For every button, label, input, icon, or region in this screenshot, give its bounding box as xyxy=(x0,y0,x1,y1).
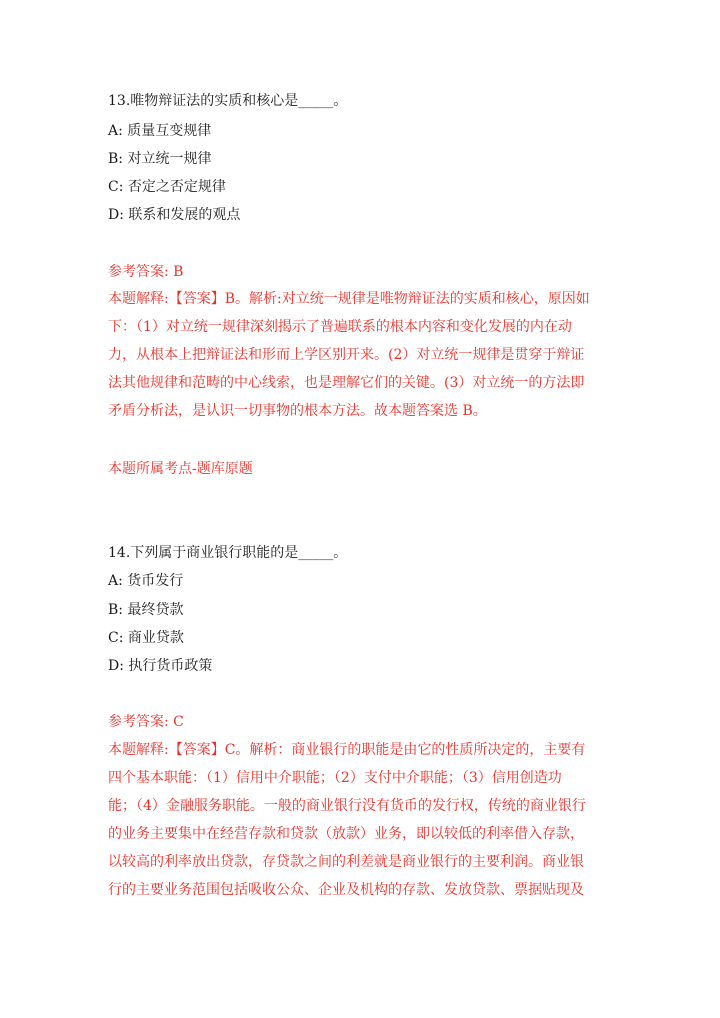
question-14-explanation-line: 行的主要业务范围包括吸收公众、企业及机构的存款、发放贷款、票据贴现及 xyxy=(108,882,584,898)
question-13-explanation-line: 矛盾分析法，是认识一切事物的根本方法。故本题答案选 B。 xyxy=(108,403,487,419)
question-13-option-b: B: 对立统一规律 xyxy=(108,151,212,167)
question-13-option-a: A: 质量互变规律 xyxy=(108,123,212,139)
question-13-explanation-line: 下：（1）对立统一规律深刻揭示了普遍联系的根本内容和变化发展的内在动 xyxy=(108,319,572,335)
question-14-explanation-line: 的业务主要集中在经营存款和贷款（放款）业务，即以较低的利率借入存款， xyxy=(108,826,584,842)
question-13-source: 本题所属考点-题库原题 xyxy=(108,461,253,477)
question-14-option-c: C: 商业贷款 xyxy=(108,630,184,646)
question-13-answer: 参考答案: B xyxy=(108,264,184,280)
question-13-explanation-line: 法其他规律和范畴的中心线索，也是理解它们的关键。(3）对立统一的方法即 xyxy=(108,375,585,391)
question-13-option-d: D: 联系和发展的观点 xyxy=(108,207,241,223)
question-14-explanation-line: 以较高的利率放出贷款，存贷款之间的利差就是商业银行的主要利润。商业银 xyxy=(108,854,584,870)
question-14-answer: 参考答案: C xyxy=(108,714,184,730)
question-14-option-b: B: 最终贷款 xyxy=(108,602,184,618)
question-14-explanation-line: 能；（4）金融服务职能。一般的商业银行没有货币的发行权，传统的商业银行 xyxy=(108,798,586,814)
question-14-explanation-line: 本题解释:【答案】C。解析：商业银行的职能是由它的性质所决定的，主要有 xyxy=(108,742,586,758)
question-13-explanation-line: 力，从根本上把辩证法和形而上学区别开来。(2）对立统一规律是贯穿于辩证 xyxy=(108,347,585,363)
question-14-option-d: D: 执行货币政策 xyxy=(108,658,213,674)
question-13-text: 13.唯物辩证法的实质和核心是_____。 xyxy=(108,93,348,109)
question-13-explanation-line: 本题解释:【答案】B。解析:对立统一规律是唯物辩证法的实质和核心，原因如 xyxy=(108,291,590,307)
question-14-option-a: A: 货币发行 xyxy=(108,573,184,589)
question-14-explanation-line: 四个基本职能：（1）信用中介职能；（2）支付中介职能；（3）信用创造功 xyxy=(108,770,562,786)
question-13-option-c: C: 否定之否定规律 xyxy=(108,179,226,195)
question-14-text: 14.下列属于商业银行职能的是_____。 xyxy=(108,545,348,561)
